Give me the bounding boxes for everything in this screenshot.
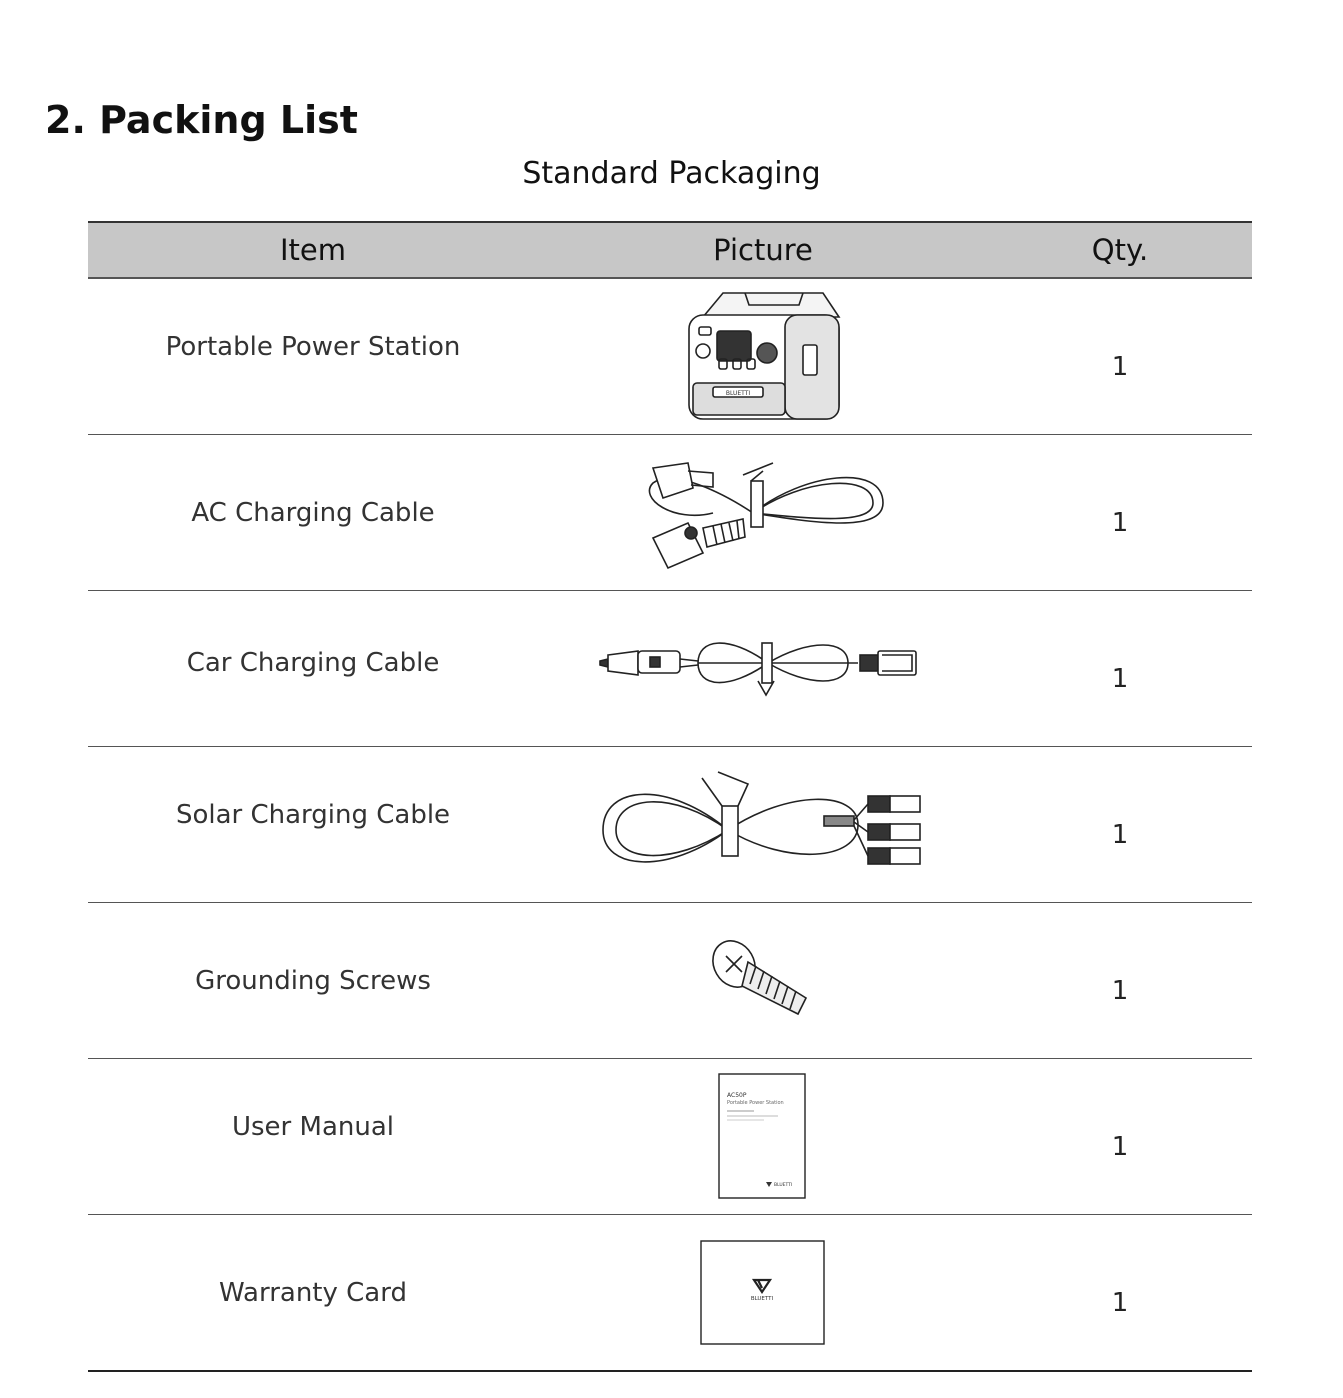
ac-cable-illustration xyxy=(633,453,893,573)
row-picture xyxy=(538,435,988,590)
row-picture xyxy=(538,747,988,902)
manual-subtitle-text: Portable Power Station xyxy=(727,1099,784,1106)
warranty-card-illustration xyxy=(700,1240,826,1346)
sub-title: Standard Packaging xyxy=(522,156,821,191)
power-station-illustration xyxy=(683,287,843,427)
row-picture xyxy=(538,591,988,746)
row-qty: 1 xyxy=(1111,1287,1129,1318)
car-cable-illustration xyxy=(598,629,928,709)
row-item-label: Solar Charging Cable xyxy=(175,799,451,830)
table-row xyxy=(88,435,1252,591)
table-row xyxy=(88,1059,1252,1215)
manual-brand-text: BLUETTI xyxy=(774,1182,793,1188)
section-title: 2. Packing List xyxy=(45,98,358,142)
header-qty: Qty. xyxy=(1091,233,1149,267)
table-row xyxy=(88,903,1252,1059)
manual-illustration xyxy=(718,1073,808,1201)
row-qty: 1 xyxy=(1111,507,1129,538)
row-picture xyxy=(538,1059,988,1214)
row-item-label: Car Charging Cable xyxy=(186,647,440,678)
row-qty: 1 xyxy=(1111,351,1129,382)
solar-cable-illustration xyxy=(598,770,928,880)
table-row xyxy=(88,279,1252,435)
row-item-label: AC Charging Cable xyxy=(191,497,435,528)
row-item-label: User Manual xyxy=(231,1111,394,1142)
row-qty: 1 xyxy=(1111,819,1129,850)
row-picture xyxy=(538,279,988,434)
row-qty: 1 xyxy=(1111,663,1129,694)
row-qty: 1 xyxy=(1111,975,1129,1006)
row-item-label: Grounding Screws xyxy=(195,965,431,996)
warranty-brand-text: BLUETTI xyxy=(750,1295,774,1302)
table-row xyxy=(88,747,1252,903)
row-item-label: Warranty Card xyxy=(219,1277,407,1308)
header-picture: Picture xyxy=(713,233,813,267)
table-header xyxy=(88,223,1252,279)
table-row xyxy=(88,591,1252,747)
row-picture xyxy=(538,1215,988,1370)
device-brand-text: BLUETTI xyxy=(725,389,751,397)
table-row xyxy=(88,1215,1252,1372)
header-item: Item xyxy=(279,233,346,267)
manual-model-text: AC50P xyxy=(727,1091,747,1099)
row-picture xyxy=(538,903,988,1058)
row-qty: 1 xyxy=(1111,1131,1129,1162)
row-item-label: Portable Power Station xyxy=(165,331,461,362)
screw-illustration xyxy=(708,936,818,1026)
packing-list-table xyxy=(88,221,1252,1372)
